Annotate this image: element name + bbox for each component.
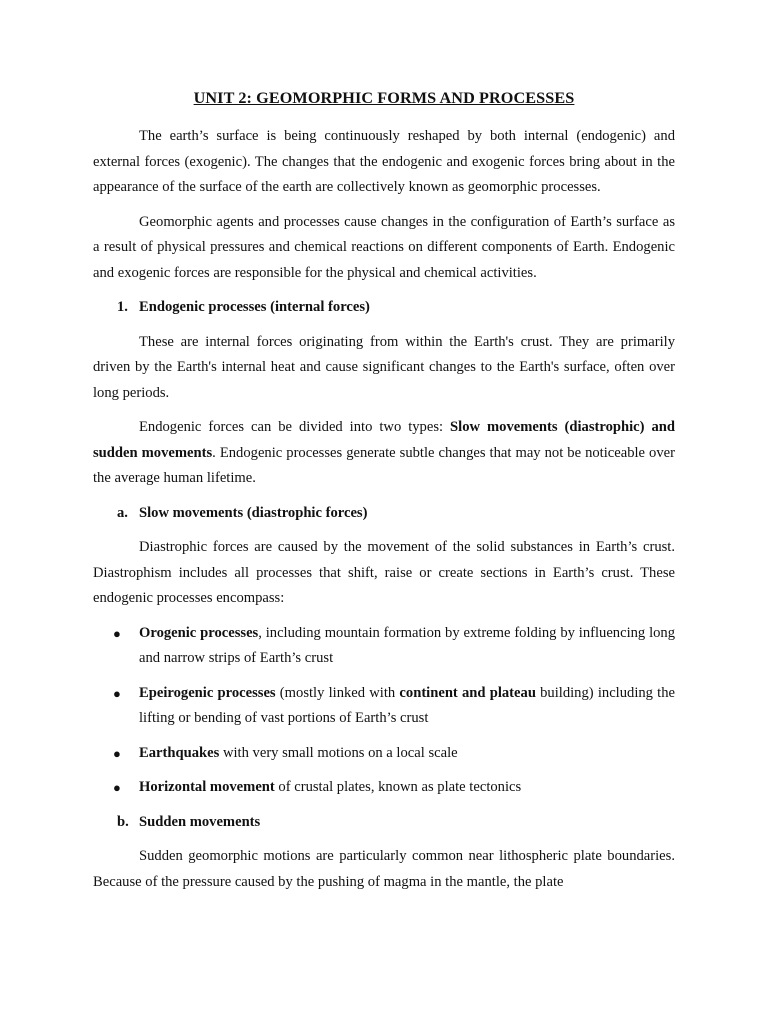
- bullet-icon: ●: [113, 685, 121, 701]
- list-item: [93, 741, 675, 767]
- subsection-heading-sudden: [93, 810, 675, 836]
- subsection-heading-text: Sudden movements: [139, 813, 261, 830]
- intro-paragraph-2: Geomorphic agents and processes cause changes in the configuration of Earth’s surface as a result of physical pressures and chemical reactions on different components of Earth. Endogenic and exogenic forces are responsible for the physical and chemical activities.: [93, 213, 675, 281]
- sudden-paragraph: Sudden geomorphic motions are particularly common near lithospheric plate boundaries. Because of the pressure caused by the pushing of magma in the mantle, the plate: [93, 848, 675, 890]
- list-item-text: (mostly linked with: [275, 684, 400, 701]
- list-item-text: building) including the lifting or bending of vast portions of Earth’s crust: [139, 684, 675, 726]
- subsection-marker: a.: [117, 504, 128, 521]
- bullet-icon: ●: [113, 780, 121, 795]
- list-item: [93, 621, 675, 672]
- bold-text: Slow movements (diastrophic) and sudden movements: [93, 419, 675, 461]
- bold-text: Horizontal movement: [139, 779, 275, 795]
- bold-text: continent and plateau: [399, 684, 536, 701]
- bullet-icon: ●: [113, 625, 121, 641]
- subsection-heading-text: Slow movements (diastrophic forces): [139, 504, 368, 521]
- bullet-list: [93, 621, 675, 801]
- bullet-icon: ●: [113, 745, 121, 761]
- bold-text: Earthquakes: [139, 744, 220, 761]
- list-item-text: with very small motions on a local scale: [219, 744, 458, 761]
- bold-text: Epeirogenic processes: [139, 684, 276, 701]
- list-item: [93, 775, 675, 801]
- list-item-text: , including mountain formation by extreme folding by influencing long and narrow strips of Earth’s crust: [139, 624, 676, 666]
- subsection-marker: b.: [117, 813, 129, 830]
- bold-text: Orogenic processes: [139, 624, 259, 641]
- page-title: UNIT 2: GEOMORPHIC FORMS AND PROCESSES: [193, 89, 575, 107]
- section-number: 1.: [117, 299, 128, 315]
- diastrophic-paragraph: Diastrophic forces are caused by the movement of the solid substances in Earth’s crust. Diastrophism includes all processes that shift, raise or create sections in Earth’s crust. These endogenic processes encompass:: [93, 539, 675, 606]
- document-content: [93, 85, 675, 904]
- subsection-heading-slow: [93, 501, 675, 527]
- endogenic-paragraph-2: [93, 415, 675, 492]
- list-item-text: of crustal plates, known as plate tectonics: [274, 779, 522, 795]
- list-item: [93, 681, 675, 732]
- section-heading-text: Endogenic processes (internal forces): [139, 299, 370, 315]
- section-heading-endogenic: [93, 295, 675, 321]
- endogenic-paragraph-1: These are internal forces originating from within the Earth's crust. They are primarily driven by the Earth's internal heat and cause significant changes to the Earth's surface, often over long periods.: [93, 333, 675, 401]
- intro-paragraph-1: The earth’s surface is being continuously reshaped by both internal (endogenic) and external forces (exogenic). The changes that the endogenic and exogenic forces bring about in the appearance of the surface of the earth are collectively known as geomorphic processes.: [93, 128, 675, 195]
- paragraph-text: . Endogenic processes generate subtle changes that may not be noticeable over the average human lifetime.: [93, 444, 675, 486]
- paragraph-text: Endogenic forces can be divided into two types:: [139, 419, 451, 435]
